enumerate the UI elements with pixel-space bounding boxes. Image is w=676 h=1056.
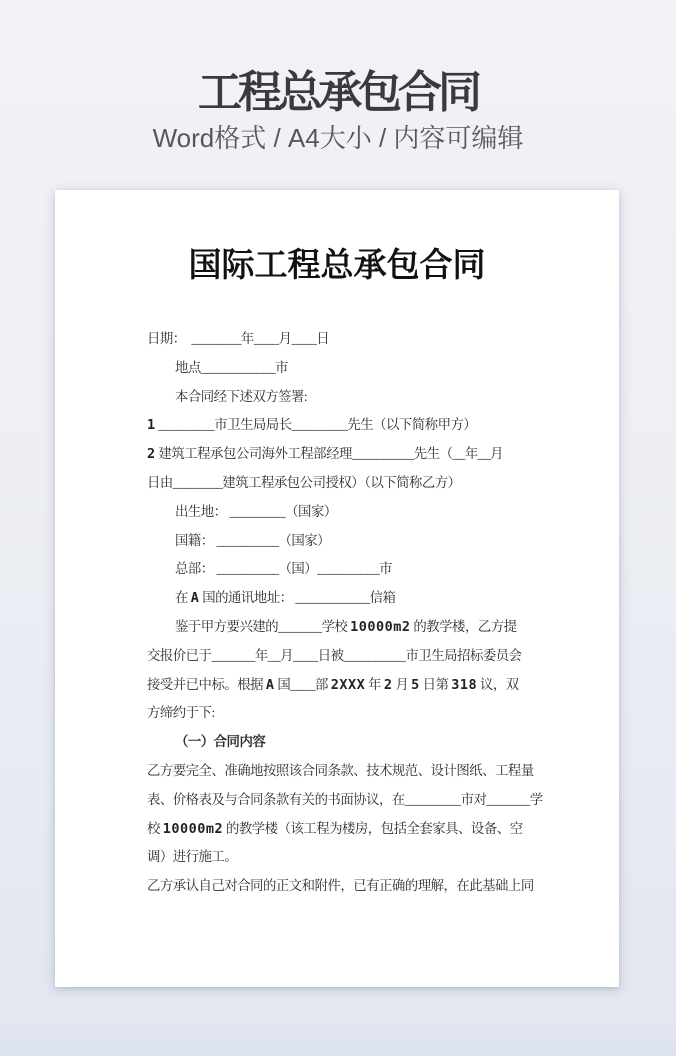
doc-text: 总部： __________（国）__________市	[175, 561, 392, 577]
doc-line	[147, 498, 549, 527]
doc-text: 月	[392, 676, 412, 692]
doc-line	[147, 325, 549, 354]
doc-line	[147, 584, 549, 613]
doc-text: 日第	[419, 676, 452, 692]
doc-line	[147, 757, 549, 786]
doc-text: 出生地： _________（国家）	[175, 503, 337, 519]
doc-text: 国籍： __________（国家）	[175, 532, 331, 548]
doc-line	[147, 613, 549, 642]
hand-numeral: 2XXX	[330, 676, 366, 693]
hand-numeral: 2	[147, 446, 156, 463]
doc-text: 国____部	[274, 676, 331, 692]
hand-numeral: 10000m2	[350, 618, 411, 635]
doc-line	[147, 872, 549, 901]
doc-text: 本合同经下述双方签署:	[175, 388, 308, 404]
hand-numeral: 318	[451, 676, 478, 693]
doc-text: 日期： ________年____月____日	[147, 331, 330, 346]
doc-line	[147, 469, 549, 498]
hand-numeral: 5	[411, 676, 420, 693]
doc-text: 的教学楼，乙方提	[410, 618, 517, 634]
doc-text: _________市卫生局局长_________先生（以下简称甲方）	[155, 417, 477, 433]
doc-text: 在	[175, 590, 191, 606]
doc-line	[147, 843, 549, 872]
doc-text: 国的通讯地址： ____________信箱	[199, 590, 396, 606]
doc-text: 方缔约于下:	[147, 705, 215, 721]
doc-text: 交报价已于_______年__月____日被__________市卫生局招标委员会	[147, 647, 522, 663]
doc-text: 接受并已中标。根据	[147, 676, 266, 692]
doc-text: 调）进行施工。	[147, 849, 238, 865]
doc-text: 日由________建筑工程承包公司授权）（以下简称乙方）	[147, 474, 461, 490]
doc-text: 的教学楼（该工程为楼房，包括全套家具、设备、空	[223, 820, 523, 836]
doc-line	[147, 354, 549, 383]
doc-text: 乙方要完全、准确地按照该合同条款、技术规范、设计图纸、工程量	[147, 762, 534, 778]
doc-line	[147, 699, 549, 728]
doc-line	[147, 383, 549, 412]
doc-text: 表、价格表及与合同条款有关的书面协议，在_________市对_______学	[147, 791, 543, 807]
hand-numeral: 2	[383, 676, 393, 693]
doc-text: 校	[147, 820, 163, 836]
doc-line	[147, 440, 549, 469]
doc-line	[147, 527, 549, 556]
hand-numeral: A	[265, 676, 275, 693]
doc-line	[147, 815, 549, 844]
document-title: 国际工程总承包合同	[188, 248, 486, 284]
doc-line	[147, 642, 549, 671]
hand-numeral: 1	[147, 417, 156, 434]
doc-text: 年	[365, 676, 384, 692]
doc-line	[147, 728, 549, 757]
doc-text: 建筑工程承包公司海外工程部经理__________先生（__年__月	[155, 446, 504, 462]
page-title: 工程总承包合同	[198, 68, 478, 117]
document-page	[55, 190, 619, 987]
header	[0, 0, 676, 152]
doc-line	[147, 411, 549, 440]
doc-line	[147, 555, 549, 584]
doc-text: 议，双	[477, 676, 519, 692]
doc-text: 乙方承认自己对合同的正文和附件，已有正确的理解，在此基础上同	[147, 878, 534, 894]
doc-line	[147, 786, 549, 815]
doc-line	[147, 671, 549, 700]
page-subtitle: Word格式 / A4大小 / 内容可编辑	[152, 123, 524, 153]
doc-body	[147, 325, 549, 901]
doc-text: （一）合同内容	[175, 734, 266, 750]
hand-numeral: 10000m2	[162, 820, 224, 837]
doc-text: 鉴于甲方要兴建的_______学校	[175, 618, 351, 634]
doc-text: 地点____________市	[175, 359, 289, 375]
hand-numeral: A	[190, 590, 200, 607]
